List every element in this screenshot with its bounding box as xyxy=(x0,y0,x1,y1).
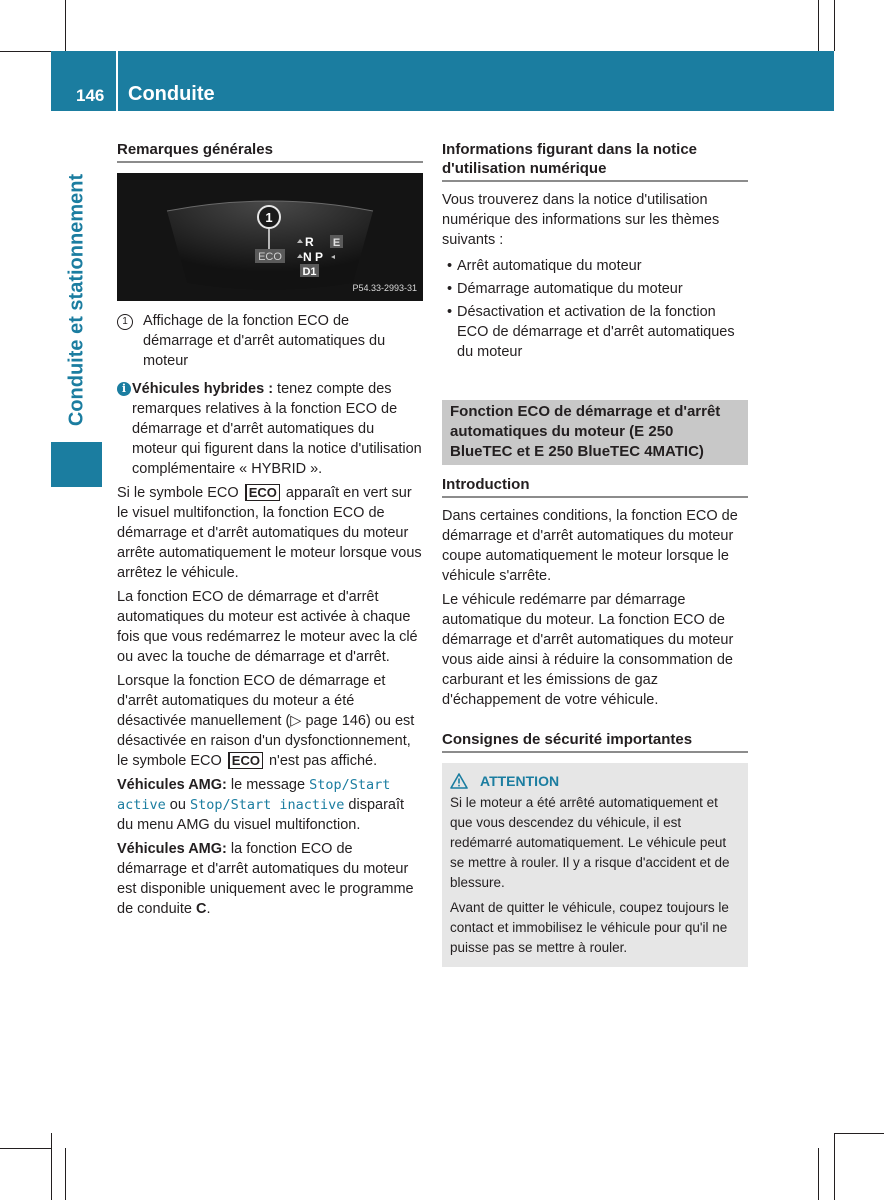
section-heading-introduction: Introduction xyxy=(442,475,748,498)
figure-gear-top: R xyxy=(305,235,314,249)
figure-eco-label: ECO xyxy=(258,251,282,263)
figure-reference: P54.33-2993-31 xyxy=(352,283,417,293)
figure-caption xyxy=(117,311,423,371)
page-number: 146 xyxy=(76,86,105,105)
eco-symbol-icon: ECO xyxy=(245,484,280,501)
figure-gear-d1: D1 xyxy=(302,266,317,278)
paragraph-eco-deactivated: Lorsque la fonction ECO de démarrage et d'arrêt automatiques du moteur a été désactivée manuellement (▷ page 146) ou est désactivée en raison d'un dysfonctionnement, le symbole ECO ECO n'est pas affiché. xyxy=(117,673,415,769)
crop-mark xyxy=(818,1148,819,1200)
paragraph-amg-message: Véhicules AMG: le message Stop/Start active ou Stop/Start inactive disparaît du menu AMG du visuel multifonction. xyxy=(117,777,405,833)
crop-mark xyxy=(65,0,66,51)
paragraph-eco-activation: La fonction ECO de démarrage et d'arrêt automatiques du moteur est activée à chaque fois que vous redémarrez le moteur avec la clé ou avec la touche de démarrage et d'arrêt. xyxy=(117,589,418,665)
figure-callout-number: 1 xyxy=(265,210,273,225)
warning-paragraph-1: Si le moteur a été arrêté automatiquement et que vous descendez du véhicule, il est redémarré automatiquement. Le véhicule peut se mettre à rouler. Il y a risque d'accident et de blessure. xyxy=(450,795,730,890)
left-column xyxy=(117,140,423,923)
warning-header xyxy=(450,771,740,791)
paragraph-introduction-2: Le véhicule redémarre par démarrage automatique du moteur. La fonction ECO de démarrage et d'arrêt automatiques du moteur vous aide ainsi à réduire la consommation de carburant et les émissions de gaz d'échappement de votre véhicule. xyxy=(442,592,734,708)
paragraph-eco-symbol: Si le symbole ECO ECO apparaît en vert sur le visuel multifonction, la fonction ECO de démarrage et d'arrêt automatiques du moteur arrête automatiquement le moteur lorsque vous arrêtez le véhicule. xyxy=(117,485,422,581)
info-note-hybrid xyxy=(117,379,423,479)
section-heading-digital-manual: Informations figurant dans la notice d'utilisation numérique xyxy=(442,140,748,182)
crop-mark xyxy=(0,51,51,52)
info-icon: i xyxy=(117,382,131,396)
header-separator xyxy=(116,51,118,111)
crop-mark xyxy=(834,1133,884,1134)
warning-box xyxy=(442,763,748,967)
info-bold-label: Véhicules hybrides : xyxy=(132,381,274,397)
chapter-title: Conduite xyxy=(128,83,215,105)
crop-mark xyxy=(0,1148,51,1149)
warning-triangle-icon xyxy=(450,773,468,789)
warning-paragraph-2: Avant de quitter le véhicule, coupez toujours le contact et immobilisez le véhicule pour qu'il ne puisse pas se mettre à rouler. xyxy=(450,900,729,955)
topic-list xyxy=(442,256,748,362)
figure-gear-mid: N P xyxy=(303,250,324,264)
paragraph-introduction-1: Dans certaines conditions, la fonction ECO de démarrage et d'arrêt automatiques du moteur coupe automatiquement le moteur lorsque le véhicule s'arrête. xyxy=(442,508,738,584)
section-heading-general-remarks: Remarques générales xyxy=(117,140,423,163)
caption-number-circle: 1 xyxy=(117,314,133,330)
list-item: • Démarrage automatique du moteur xyxy=(442,279,748,299)
paragraph-amg-program: Véhicules AMG: la fonction ECO de démarrage et d'arrêt automatiques du moteur est disponible uniquement avec le programme de conduite C. xyxy=(117,841,414,917)
paragraph-digital-intro: Vous trouverez dans la notice d'utilisation numérique des informations sur les thèmes suivants : xyxy=(442,192,720,248)
figure-e-label: E xyxy=(332,237,341,249)
instrument-cluster-figure xyxy=(117,173,423,301)
display-message-inactive: Stop/Start inactive xyxy=(189,797,345,813)
crop-mark xyxy=(834,1133,835,1200)
crop-mark xyxy=(834,0,835,51)
caption-text: Affichage de la fonction ECO de démarrage et d'arrêt automatiques du moteur xyxy=(143,313,386,369)
list-item: • Arrêt automatique du moteur xyxy=(442,256,748,276)
crop-mark xyxy=(818,0,819,51)
info-text: tenez compte des remarques relatives à la fonction ECO de démarrage et d'arrêt automatiques du moteur qui figurent dans la notice d'utilisation complémentaire « HYBRID ». xyxy=(132,381,422,477)
crop-mark xyxy=(51,1133,52,1200)
crop-mark xyxy=(65,1148,66,1200)
right-column xyxy=(442,140,748,967)
section-heading-eco-function: Fonction ECO de démarrage et d'arrêt automatiques du moteur (E 250 BlueTEC et E 250 BlueTEC 4MATIC) xyxy=(442,400,748,465)
warning-title: ATTENTION xyxy=(480,773,560,789)
side-chapter-label: Conduite et stationnement xyxy=(65,173,88,427)
list-item: • Désactivation et activation de la fonction ECO de démarrage et d'arrêt automatiques du moteur xyxy=(442,302,748,362)
display-message-active: Stop/Start active xyxy=(117,777,391,813)
eco-symbol-icon: ECO xyxy=(228,752,263,769)
section-heading-safety: Consignes de sécurité importantes xyxy=(442,730,748,753)
